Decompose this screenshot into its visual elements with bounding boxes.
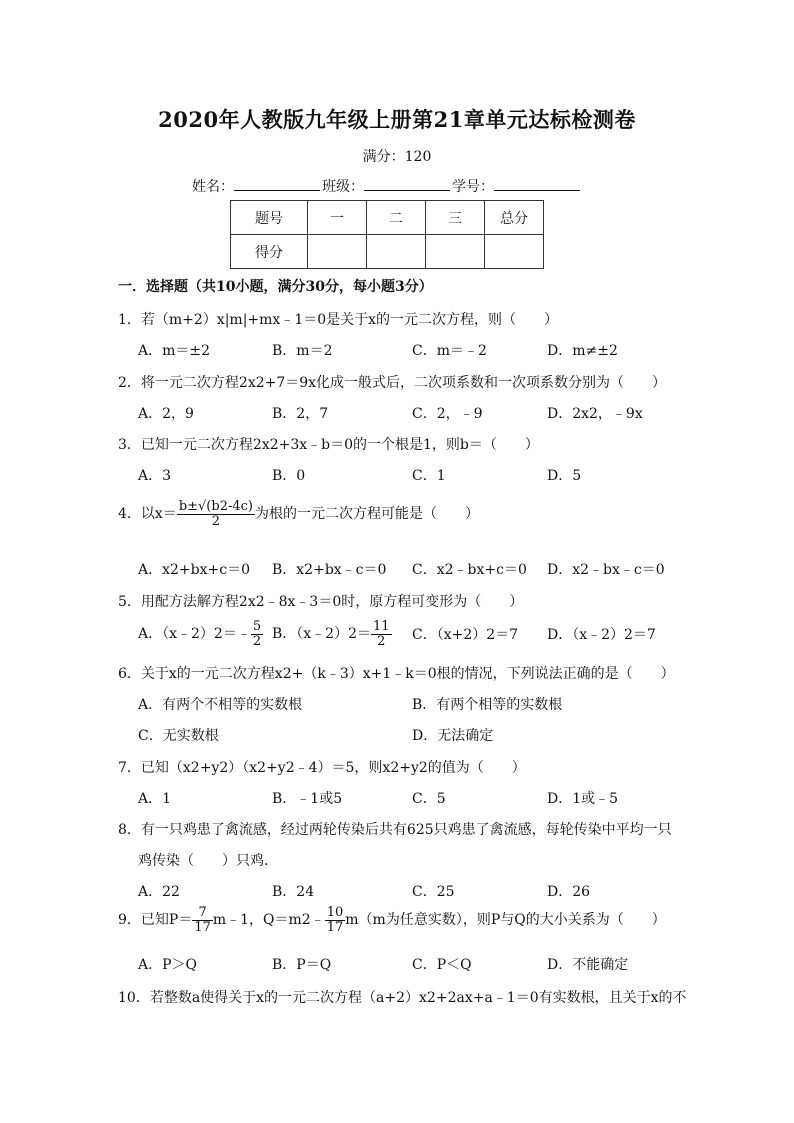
option-d: D．5 (547, 468, 582, 484)
question-8-cont: 鸡传染（ ）只鸡． (138, 853, 278, 869)
table-cell: 得分 (231, 235, 308, 269)
fraction-numerator: 5 (252, 619, 262, 634)
option-c: C．5 (412, 791, 446, 807)
option-b: B．0 (272, 468, 306, 484)
table-cell (485, 235, 544, 269)
fraction (251, 620, 263, 648)
fraction (371, 620, 392, 648)
option-d: D．（x﹣2）2＝7 (547, 627, 656, 643)
name-label: 姓名： (192, 179, 234, 195)
table-cell: 二 (367, 201, 426, 235)
full-score: 满分：120 (362, 149, 432, 165)
option-b: B．有两个相等的实数根 (412, 697, 563, 713)
question-6: 6．关于x的一元二次方程x2+（k﹣3）x+1﹣k＝0根的情况，下列说法正确的是（ ） (118, 666, 675, 682)
q4-prefix: 4．以x＝ (118, 506, 177, 523)
option-c: C．2，﹣9 (412, 406, 483, 422)
fraction-denominator: 17 (326, 919, 344, 935)
score-table (230, 200, 544, 269)
option-a: A．2，9 (138, 406, 194, 422)
option-b: B．2，7 (272, 406, 329, 422)
question-3: 3．已知一元二次方程2x2+3x﹣b＝0的一个根是1，则b＝（ ） (118, 437, 539, 453)
option-a-text: A．（x﹣2）2＝﹣ (138, 626, 251, 643)
option-d: D．26 (547, 884, 591, 900)
option-c: C．1 (412, 468, 446, 484)
option-d: D．2x2，﹣9x (547, 406, 643, 422)
table-row (231, 235, 544, 269)
option-b: B．m＝2 (272, 343, 333, 359)
option-a: A．P＞Q (138, 957, 198, 973)
fraction-denominator: 17 (194, 919, 211, 935)
class-label: 班级： (322, 179, 364, 195)
option-c: C．无实数根 (138, 728, 219, 744)
question-8: 8．有一只鸡患了禽流感，经过两轮传染后共有625只鸡患了禽流感，每轮传染中平均一只 (118, 822, 672, 838)
table-cell: 三 (426, 201, 485, 235)
option-d: D．无法确定 (412, 728, 494, 744)
class-blank[interactable] (364, 176, 450, 191)
option-d: D．1或﹣5 (547, 791, 619, 807)
section-heading: 一．选择题（共10小题，满分30分，每小题3分） (118, 279, 433, 295)
fraction-numerator: 7 (192, 906, 213, 921)
fraction-denominator: 2 (211, 513, 221, 529)
option-a: A．22 (138, 884, 180, 900)
id-label: 学号： (452, 179, 494, 195)
q9-middle: m﹣1，Q＝m2﹣ (212, 912, 325, 929)
option-b-text: B．（x﹣2）2＝ (272, 626, 371, 643)
table-cell: 题号 (231, 201, 308, 235)
option-d: D．不能确定 (547, 957, 629, 973)
option-d: D．m≠±2 (547, 343, 618, 359)
table-row (231, 201, 544, 235)
table-cell: 一 (308, 201, 367, 235)
option-b (272, 620, 392, 648)
question-10: 10．若整数a使得关于x的一元二次方程（a+2）x2+2ax+a﹣1＝0有实数根，且关于x的不 (118, 990, 687, 1006)
option-a: A．1 (138, 791, 172, 807)
option-a: A．x2+bx+c＝0 (138, 562, 250, 578)
option-b: B．P＝Q (272, 957, 332, 973)
question-1: 1．若（m+2）x|m|+mx﹣1＝0是关于x的一元二次方程，则（ ） (118, 312, 559, 328)
table-cell (426, 235, 485, 269)
question-7: 7．已知（x2+y2）（x2+y2﹣4）＝5，则x2+y2的值为（ ） (118, 760, 526, 776)
name-blank[interactable] (234, 176, 320, 191)
table-cell: 总分 (485, 201, 544, 235)
q4-suffix: 为根的一元二次方程可能是（ ） (255, 506, 479, 523)
table-cell (308, 235, 367, 269)
fraction (192, 906, 213, 934)
q9-suffix: m（m为任意实数），则P与Q的大小关系为（ ） (345, 912, 666, 929)
option-c: C．x2﹣bx+c＝0 (412, 562, 527, 578)
option-d: D．x2﹣bx﹣c＝0 (547, 562, 665, 578)
option-b: B．24 (272, 884, 315, 900)
root-fraction (177, 500, 255, 528)
option-c: C．（x+2）2＝7 (412, 627, 519, 643)
option-a: A．3 (138, 468, 172, 484)
option-a (138, 620, 263, 648)
option-c: C．m＝﹣2 (412, 343, 487, 359)
fraction-numerator: b±√(b2-4c) (178, 499, 253, 514)
option-c: C．25 (412, 884, 455, 900)
question-9 (118, 906, 666, 934)
table-cell (367, 235, 426, 269)
page-title: 2020年人教版九年级上册第21章单元达标检测卷 (158, 107, 636, 132)
q9-prefix: 9．已知P＝ (118, 912, 193, 929)
question-4 (118, 500, 479, 528)
option-c: C．P＜Q (412, 957, 472, 973)
fraction-numerator: 10 (326, 905, 344, 920)
option-b: B．﹣1或5 (272, 791, 343, 807)
id-blank[interactable] (494, 176, 580, 191)
option-a: A．m＝±2 (138, 343, 211, 359)
option-b: B．x2+bx﹣c＝0 (272, 562, 387, 578)
fraction-denominator: 2 (252, 633, 262, 649)
fraction (325, 906, 346, 934)
fraction-numerator: 11 (373, 619, 390, 634)
fraction-denominator: 2 (377, 633, 386, 649)
student-info (192, 176, 582, 196)
option-a: A．有两个不相等的实数根 (138, 697, 303, 713)
question-5: 5．用配方法解方程2x2﹣8x﹣3＝0时，原方程可变形为（ ） (118, 594, 524, 610)
question-2: 2．将一元二次方程2x2+7＝9x化成一般式后，二次项系数和一次项系数分别为（ ） (118, 375, 667, 391)
